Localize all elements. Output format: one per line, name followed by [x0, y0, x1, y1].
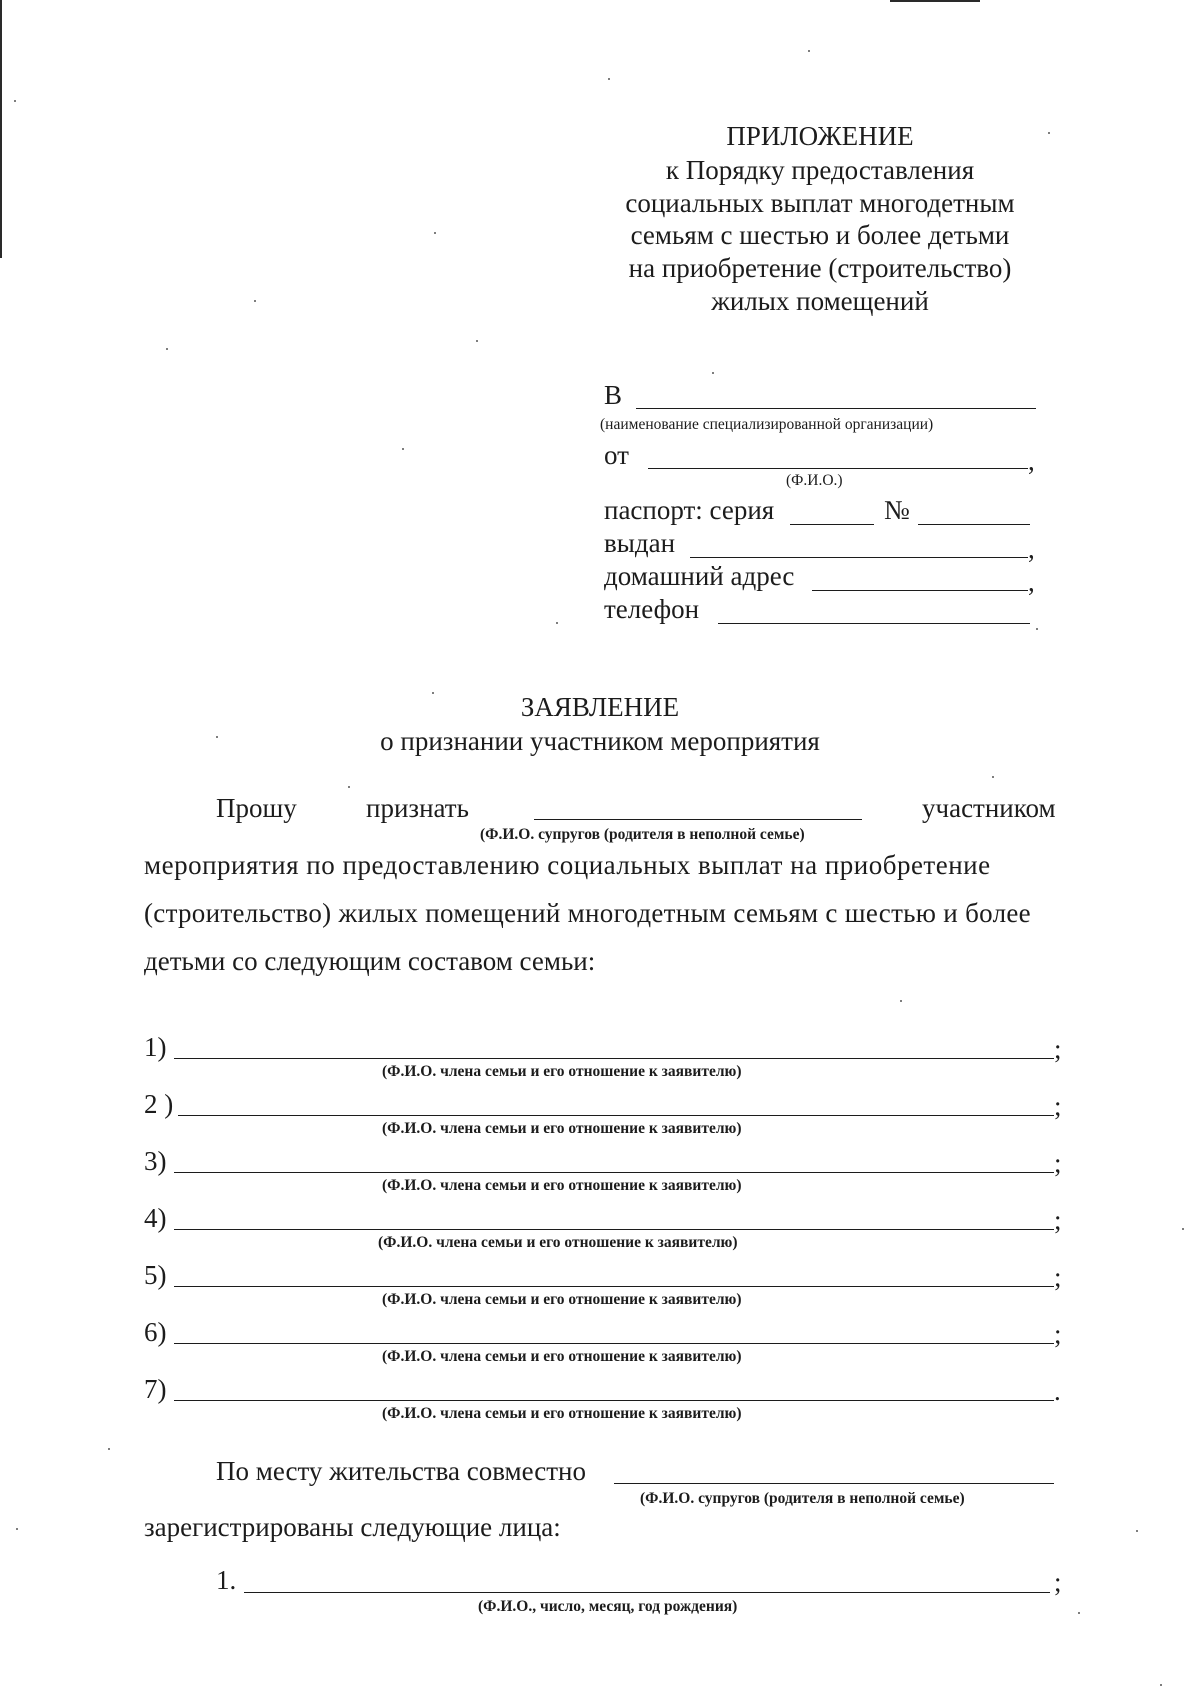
request-word-2: признать — [366, 793, 469, 823]
registration-item-caption: (Ф.И.О., число, месяц, год рождения) — [478, 1598, 738, 1615]
family-member-caption: (Ф.И.О. члена семьи и его отношение к заявителю) — [382, 1063, 742, 1080]
family-member-field[interactable] — [174, 1229, 1054, 1230]
family-member-end-mark: . — [1054, 1376, 1061, 1406]
family-member-number: 6) — [144, 1317, 167, 1347]
family-member-end-mark: ; — [1054, 1262, 1062, 1292]
scan-speck — [556, 622, 558, 624]
passport-number-label: № — [884, 495, 910, 525]
scan-speck — [992, 776, 994, 778]
scan-speck — [402, 448, 404, 450]
family-member-number: 2 ) — [144, 1089, 174, 1119]
phone-field[interactable] — [718, 623, 1030, 624]
family-member-caption: (Ф.И.О. члена семьи и его отношение к заявителю) — [382, 1405, 742, 1422]
issued-label: выдан — [604, 528, 676, 558]
scan-speck — [1136, 1530, 1138, 1532]
scan-edge-mark — [0, 0, 2, 258]
appendix-line-3: семьям с шестью и более детьми — [630, 220, 1010, 250]
family-member-caption: (Ф.И.О. члена семьи и его отношение к заявителю) — [382, 1120, 742, 1137]
scan-speck — [16, 1528, 18, 1530]
scan-top-mark — [890, 0, 980, 2]
scan-speck — [1160, 1684, 1162, 1686]
family-member-field[interactable] — [178, 1115, 1054, 1116]
family-member-field[interactable] — [174, 1286, 1054, 1287]
scan-speck — [108, 1448, 110, 1450]
spouses-name-field[interactable] — [534, 819, 862, 820]
statement-subtitle: о признании участником мероприятия — [380, 726, 820, 756]
family-member-end-mark: ; — [1054, 1148, 1062, 1178]
phone-label: телефон — [604, 594, 700, 624]
family-member-field[interactable] — [174, 1058, 1054, 1059]
issued-by-field[interactable] — [690, 557, 1028, 558]
family-member-field[interactable] — [174, 1343, 1054, 1344]
scan-speck — [1078, 1612, 1080, 1614]
family-member-end-mark: ; — [1054, 1205, 1062, 1235]
registration-item-number: 1. — [216, 1565, 237, 1595]
statement-para-line-2: (строительство) жилых помещений многодетным семьям с шестью и более — [144, 898, 1031, 928]
request-word-1: Прошу — [216, 793, 297, 823]
family-member-number: 4) — [144, 1203, 167, 1233]
family-member-number: 7) — [144, 1374, 167, 1404]
family-member-end-mark: ; — [1054, 1034, 1062, 1064]
family-member-end-mark: ; — [1054, 1319, 1062, 1349]
scan-speck — [476, 340, 478, 342]
appendix-title: ПРИЛОЖЕНИЕ — [726, 121, 914, 151]
statement-para-line-1: мероприятия по предоставлению социальных выплат на приобретение — [144, 850, 991, 880]
address-comma: , — [1028, 567, 1035, 597]
registration-line-2: зарегистрированы следующие лица: — [144, 1512, 561, 1542]
scan-speck — [254, 300, 256, 302]
passport-label: паспорт: серия — [604, 495, 775, 525]
appendix-line-5: жилых помещений — [711, 286, 929, 316]
issued-comma: , — [1028, 534, 1035, 564]
registration-lead: По месту жительства совместно — [216, 1456, 586, 1486]
home-address-field[interactable] — [812, 590, 1028, 591]
from-caption: (Ф.И.О.) — [786, 472, 843, 489]
family-member-number: 5) — [144, 1260, 167, 1290]
appendix-line-1: к Порядку предоставления — [665, 155, 975, 185]
family-member-end-mark: ; — [1054, 1091, 1062, 1121]
passport-number-field[interactable] — [918, 524, 1030, 525]
passport-series-field[interactable] — [790, 524, 874, 525]
spouses-caption: (Ф.И.О. супругов (родителя в неполной семье) — [480, 826, 805, 843]
request-word-3: участником — [922, 793, 1056, 823]
from-comma: , — [1028, 446, 1035, 476]
scan-speck — [1036, 628, 1038, 630]
family-member-number: 1) — [144, 1032, 167, 1062]
scan-speck — [434, 232, 436, 234]
family-member-number: 3) — [144, 1146, 167, 1176]
statement-para-line-3: детьми со следующим составом семьи: — [144, 946, 596, 976]
family-member-caption: (Ф.И.О. члена семьи и его отношение к заявителю) — [382, 1177, 742, 1194]
family-member-caption: (Ф.И.О. члена семьи и его отношение к заявителю) — [382, 1348, 742, 1365]
scan-speck — [900, 1000, 902, 1002]
appendix-line-4: на приобретение (строительство) — [628, 253, 1012, 283]
appendix-line-2: социальных выплат многодетным — [625, 188, 1015, 218]
scan-speck — [14, 100, 16, 102]
from-label: от — [604, 440, 629, 470]
from-name-field[interactable] — [648, 468, 1028, 469]
scan-speck — [808, 50, 810, 52]
scan-speck — [608, 78, 610, 80]
to-label: В — [604, 380, 623, 410]
registration-spouses-field[interactable] — [614, 1483, 1054, 1484]
to-organization-field[interactable] — [636, 408, 1036, 409]
family-member-caption: (Ф.И.О. члена семьи и его отношение к заявителю) — [382, 1291, 742, 1308]
registration-item-field[interactable] — [244, 1592, 1050, 1593]
family-member-caption: (Ф.И.О. члена семьи и его отношение к заявителю) — [378, 1234, 738, 1251]
registration-caption: (Ф.И.О. супругов (родителя в неполной семье) — [640, 1490, 965, 1507]
family-member-field[interactable] — [174, 1172, 1054, 1173]
address-label: домашний адрес — [604, 561, 795, 591]
scan-speck — [348, 786, 350, 788]
family-member-field[interactable] — [174, 1400, 1054, 1401]
registration-item-end: ; — [1054, 1567, 1062, 1597]
scan-speck — [712, 372, 714, 374]
statement-title: ЗАЯВЛЕНИЕ — [520, 692, 680, 722]
to-caption: (наименование специализированной организации) — [600, 416, 934, 433]
scan-speck — [1182, 1228, 1184, 1230]
scan-speck — [166, 348, 168, 350]
